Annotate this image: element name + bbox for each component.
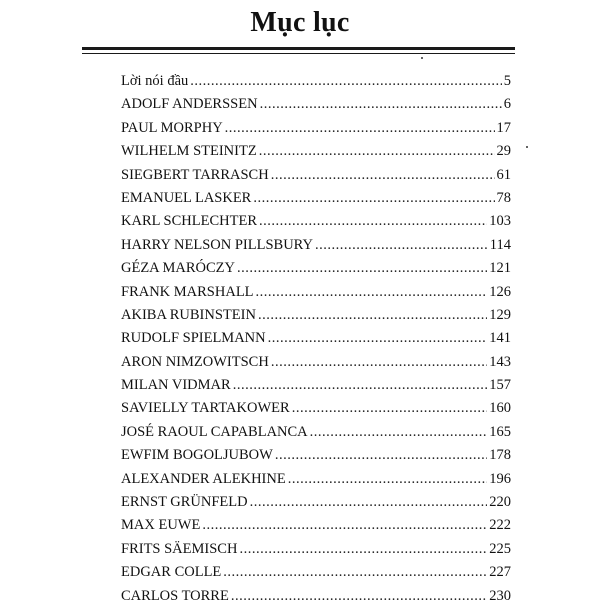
toc-dot-leader: [256, 281, 488, 304]
toc-entry-title: EWFIM BOGOLJUBOW: [121, 447, 273, 464]
toc-dot-leader: [231, 585, 487, 608]
toc-entry-title: SAVIELLY TARTAKOWER: [121, 400, 290, 417]
title-rule-thick: [82, 47, 515, 50]
toc-entry-title: Lời nói đầu: [121, 73, 189, 89]
toc-entry-title: FRITS SÄEMISCH: [121, 540, 238, 557]
toc-page-number: 222: [489, 517, 511, 534]
toc-entry: [121, 234, 511, 257]
toc-entry: [121, 327, 511, 350]
toc-dot-leader: [268, 327, 488, 350]
toc-page-number: 126: [489, 283, 511, 300]
toc-entry: [121, 93, 511, 116]
toc-entry: [121, 397, 511, 420]
toc-page-number: 129: [489, 306, 511, 323]
toc-page-number: 227: [489, 564, 511, 581]
toc-entry: [121, 281, 511, 304]
toc-page-number: 143: [489, 353, 511, 370]
toc-entry: [121, 140, 511, 163]
toc-entry: [121, 491, 511, 514]
toc-dot-leader: [260, 93, 502, 116]
toc-entry: [121, 70, 511, 93]
toc-dot-leader: [253, 187, 494, 210]
toc-dot-leader: [202, 514, 487, 537]
toc-dot-leader: [271, 164, 495, 187]
toc-entry: [121, 421, 511, 444]
toc-entry: [121, 164, 511, 187]
toc-page-number: 225: [489, 540, 511, 557]
toc-entry-title: GÉZA MARÓCZY: [121, 260, 235, 277]
toc-page-number: 196: [489, 470, 511, 487]
toc-dot-leader: [233, 374, 488, 397]
toc-dot-leader: [237, 257, 487, 280]
toc-page-number: 121: [489, 260, 511, 277]
toc-entry-title: ERNST GRÜNFELD: [121, 494, 248, 511]
toc-dot-leader: [315, 234, 488, 257]
toc-dot-leader: [259, 210, 487, 233]
toc-page-number: 6: [503, 96, 511, 113]
toc-entry: [121, 351, 511, 374]
toc-entry-title: JOSÉ RAOUL CAPABLANCA: [121, 423, 308, 440]
toc-entry-title: RUDOLF SPIELMANN: [121, 330, 266, 347]
toc-dot-leader: [250, 491, 488, 514]
toc-entry: [121, 538, 511, 561]
print-speck: [421, 57, 423, 59]
toc-entry: [121, 304, 511, 327]
toc-entry: [121, 514, 511, 537]
toc-entry-title: SIEGBERT TARRASCH: [121, 166, 269, 183]
toc-entry: [121, 444, 511, 467]
toc-entry-title: ALEXANDER ALEKHINE: [121, 470, 286, 487]
toc-dot-leader: [258, 304, 487, 327]
toc-entry-title: ARON NIMZOWITSCH: [121, 353, 269, 370]
toc-dot-leader: [223, 561, 487, 584]
toc-list: [121, 70, 511, 608]
toc-dot-leader: [292, 397, 488, 420]
toc-entry-title: KARL SCHLECHTER: [121, 213, 258, 230]
title-rule-thin: [82, 53, 515, 54]
toc-page-number: 5: [503, 73, 511, 89]
toc-entry: [121, 585, 511, 608]
page-title: Mục lục: [250, 7, 350, 38]
toc-dot-leader: [190, 70, 501, 93]
toc-dot-leader: [225, 117, 495, 140]
toc-entry-title: AKIBA RUBINSTEIN: [121, 306, 256, 323]
toc-page-number: 61: [496, 166, 511, 183]
toc-page-number: 178: [489, 447, 511, 464]
toc-page-number: 220: [489, 494, 511, 511]
toc-entry-title: FRANK MARSHALL: [121, 283, 254, 300]
toc-entry-title: EMANUEL LASKER: [121, 189, 252, 206]
print-speck: [526, 146, 528, 148]
toc-dot-leader: [259, 140, 495, 163]
toc-page-number: 141: [489, 330, 511, 347]
toc-page-number: 157: [489, 377, 511, 394]
toc-entry-title: HARRY NELSON PILLSBURY: [121, 236, 314, 253]
toc-entry-title: MAX EUWE: [121, 517, 201, 534]
toc-entry: [121, 117, 511, 140]
toc-entry-title: ADOLF ANDERSSEN: [121, 96, 258, 113]
toc-entry: [121, 561, 511, 584]
toc-entry: [121, 210, 511, 233]
toc-entry: [121, 374, 511, 397]
toc-entry-title: CARLOS TORRE: [121, 587, 229, 604]
toc-page-number: 29: [496, 143, 511, 160]
toc-entry: [121, 468, 511, 491]
toc-entry-title: PAUL MORPHY: [121, 119, 223, 136]
toc-dot-leader: [271, 351, 487, 374]
toc-page-number: 114: [489, 236, 511, 253]
toc-entry-title: WILHELM STEINITZ: [121, 143, 257, 160]
toc-entry: [121, 257, 511, 280]
toc-page-number: 230: [489, 587, 511, 604]
toc-page-number: 165: [489, 423, 511, 440]
toc-page-number: 78: [496, 189, 511, 206]
toc-dot-leader: [288, 468, 488, 491]
toc-dot-leader: [275, 444, 487, 467]
toc-page-number: 103: [489, 213, 511, 230]
toc-entry: [121, 187, 511, 210]
toc-entry-title: MILAN VIDMAR: [121, 377, 231, 394]
toc-dot-leader: [239, 538, 487, 561]
toc-page-number: 160: [489, 400, 511, 417]
toc-entry-title: EDGAR COLLE: [121, 564, 222, 581]
toc-page-number: 17: [496, 119, 511, 136]
toc-dot-leader: [310, 421, 488, 444]
